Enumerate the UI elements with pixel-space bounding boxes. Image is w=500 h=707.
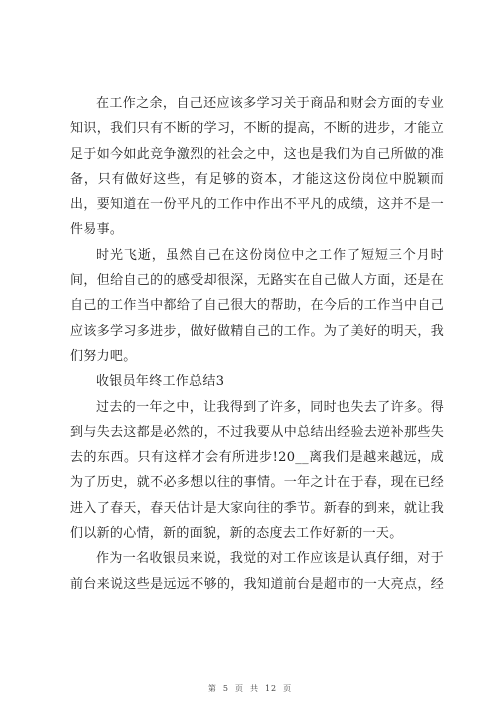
text-line: 间，但给自己的的感受却很深，无路实在自己做人方面，还是在 xyxy=(70,273,444,289)
text-line: 出，要知道在一份平凡的工作中作出不平凡的成绩，这并不是一 xyxy=(70,197,444,213)
text-line: 自己的工作当中都给了自己很大的帮助，在今后的工作当中自己 xyxy=(70,298,444,314)
text-line: 在工作之余，自己还应该多学习关于商品和财会方面的专业 xyxy=(96,96,444,111)
heading-text: 收银员年终工作总结3 xyxy=(96,374,225,390)
page-footer xyxy=(0,683,500,694)
text-line: 进入了春天，春天估计是大家向往的季节。新春的到来，就让我 xyxy=(70,500,444,516)
paragraph xyxy=(70,91,444,243)
text-line: 知识，我们只有不断的学习，不断的提高，不断的进步，才能立 xyxy=(70,121,444,137)
document-body xyxy=(70,91,444,597)
page-label: 第 xyxy=(207,684,217,693)
text-line: 前台来说这些是远远不够的，我知道前台是超市的一大亮点，经 xyxy=(70,576,444,592)
current-page-number: 5 xyxy=(222,684,229,693)
text-line: 足于如今如此竞争激烈的社会之中，这也是我们为自己所做的准 xyxy=(70,146,444,162)
section-heading xyxy=(70,369,444,394)
text-line: 时光飞逝，虽然自己在这份岗位中之工作了短短三个月时 xyxy=(96,247,444,263)
text-line: 们努力吧。 xyxy=(70,348,137,364)
total-pages-number: 12 xyxy=(264,684,278,693)
text-line: 为了历史，就不必多想以往的事情。一年之计在于春，现在已经 xyxy=(70,475,444,491)
total-label: 共 xyxy=(249,684,259,693)
text-line: 备，只有做好这些，有足够的资本，才能这这份岗位中脱颖而 xyxy=(70,171,444,187)
paragraph xyxy=(70,243,444,369)
text-line: 作为一名收银员来说，我觉的对工作应该是认真仔细，对于 xyxy=(96,551,444,567)
paragraph xyxy=(70,546,444,597)
text-line: 们以新的心情，新的面貌，新的态度去工作好新的一天。 xyxy=(70,526,403,542)
total-unit: 页 xyxy=(283,684,293,693)
paragraph xyxy=(70,395,444,547)
text-line: 去的东西。只有这样才会有所进步!20__离我们是越来越远，成 xyxy=(70,450,444,466)
text-line: 应该多学习多进步，做好做精自己的工作。为了美好的明天，我 xyxy=(70,323,444,339)
text-line: 过去的一年之中，让我得到了许多，同时也失去了许多。得 xyxy=(96,399,444,415)
text-line: 件易事。 xyxy=(70,222,124,238)
page-unit: 页 xyxy=(234,684,244,693)
text-line: 到与失去这都是必然的，不过我要从中总结出经验去逆补那些失 xyxy=(70,424,444,440)
